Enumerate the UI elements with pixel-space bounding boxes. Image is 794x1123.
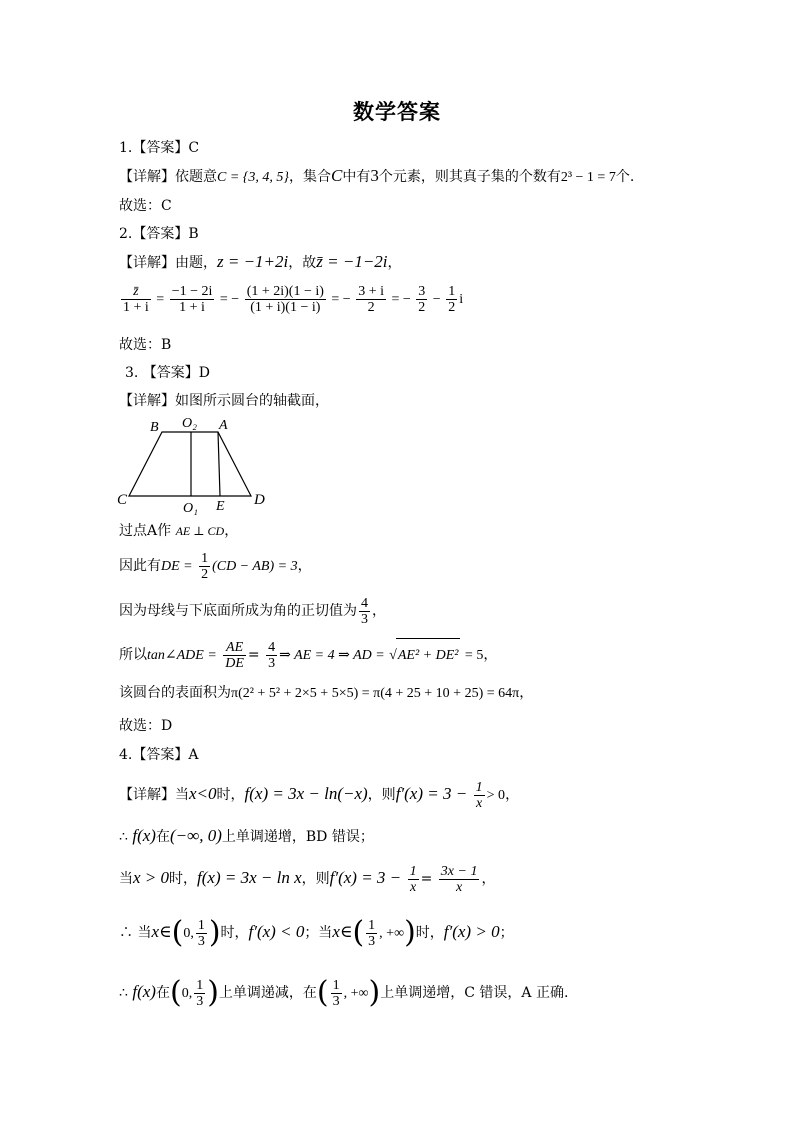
q3-l3-frac	[359, 596, 370, 627]
q4-l1-frac	[474, 780, 485, 811]
q4-l4-a: 0,	[183, 926, 194, 941]
q3-answer-heading: 3. 【答案】D	[125, 365, 211, 381]
q4-answer-heading: 4.【答案】A	[119, 747, 199, 763]
q2-frac-5	[416, 284, 427, 315]
q2-f5-den: 2	[418, 300, 426, 316]
q2-z-expr: z = −1+2i	[217, 252, 289, 271]
q4-line3	[119, 861, 495, 896]
q2-f5-num: 3	[418, 284, 426, 300]
q4-l3-n1: 1	[409, 863, 417, 879]
q1-answer-heading: 1.【答案】C	[119, 140, 200, 156]
q4-l4-n: 1	[197, 917, 205, 933]
q2-f2-den: 1 + i	[179, 300, 205, 316]
q4-l3-mid: 时，	[169, 871, 198, 887]
q4-l4-mid3: 时，	[415, 925, 444, 941]
q3-l4-tan: tan∠ADE =	[147, 648, 217, 663]
q4-l1-mid2: ，则	[367, 787, 396, 803]
q3-l4-frac2	[266, 640, 277, 671]
q2-f6-den: 2	[448, 300, 456, 316]
q3-l5-expr: π(2² + 5² + 2×5 + 5×5) = π(4 + 25 + 10 + 25) = 64π	[231, 686, 520, 701]
q4-line1	[119, 777, 519, 813]
q3-l4-frac1	[223, 640, 246, 671]
q4-l5-a: 0,	[181, 986, 193, 1001]
q2-frac-2	[170, 284, 215, 315]
q3-l4-rest: ⇒ AE = 4 ⇒ AD =	[279, 648, 385, 663]
q3-l1-expr: AE ⊥ CD	[175, 524, 225, 538]
q1-detail	[119, 166, 634, 188]
q2-detail	[119, 252, 402, 273]
q3-l5-tail: ，	[519, 685, 534, 701]
q4-l4-n2: 1	[368, 917, 376, 933]
q4-l3-frac2	[439, 864, 480, 895]
q3-l4-sqrt: AE² + DE²	[396, 638, 461, 673]
q2-f1-num: z̄	[121, 284, 151, 300]
page-title: 数学答案	[353, 100, 441, 124]
q3-line2	[119, 549, 312, 584]
label-o1: O₁	[183, 501, 198, 516]
q3-l2-tail: ，	[297, 558, 312, 574]
q4-l3-tail: ，	[481, 871, 496, 887]
q1-tail: 个.	[615, 169, 635, 185]
q4-l4-prefix: ∴ 当	[119, 925, 152, 941]
q3-l4-end: = 5	[464, 648, 484, 663]
label-a: A	[219, 418, 228, 433]
q1-mid1: ，集合	[288, 169, 331, 185]
q4-l3-cond: x > 0	[133, 868, 170, 887]
q4-l4-x: x∈	[151, 922, 172, 941]
q4-l1-fp: f′(x) = 3 −	[395, 784, 468, 803]
q3-l4-f1-num: AE	[223, 640, 246, 656]
q3-line5	[119, 683, 533, 704]
q1-count: 3	[370, 166, 379, 185]
q3-l4-f2-num: 4	[268, 639, 276, 655]
q3-choice: 故选：D	[119, 718, 173, 734]
q1-calc: 2³ − 1 = 7	[560, 170, 616, 185]
q4-l1-f: f(x) = 3x − ln(−x)	[244, 784, 368, 803]
q1-set-name: C	[330, 166, 343, 185]
q3-detail: 【详解】如图所示圆台的轴截面，	[119, 393, 329, 409]
q2-f4-den: 2	[367, 300, 375, 316]
q2-f6-num: 1	[448, 284, 456, 300]
q3-line4: 所以tan∠ADE = $\frac{AE}{DE}$ = $\frac{4}{3}$ ⇒ AE = 4 ⇒ AD = √AE² + DE² = 5，	[119, 638, 497, 673]
q3-l2-de: DE =	[161, 559, 193, 574]
q3-l4-eq: =	[247, 647, 260, 663]
q4-l3-eq: =	[420, 871, 433, 887]
q4-l4-fp2: f′(x) > 0	[443, 922, 500, 941]
q2-mid: ，故	[288, 255, 317, 271]
q4-l2-therefore: ∴	[119, 829, 128, 845]
q4-l3-f: f(x) = 3x − ln x	[197, 868, 302, 887]
q4-l4-x2: x∈	[332, 922, 353, 941]
q4-l3-frac1	[408, 864, 419, 895]
q4-l4-frac2	[366, 918, 377, 949]
trapezoid-abcd	[129, 432, 251, 496]
q2-zbar-expr: z̄ = −1−2i	[316, 252, 388, 271]
q4-l5-mid: 在	[155, 985, 170, 1001]
q1-mid3: 个元素，则其真子集的个数有	[378, 169, 561, 185]
q3-l3-tail: ，	[372, 603, 386, 619]
q3-l2-frac	[199, 551, 210, 582]
q4-l3-mid2: ，则	[301, 871, 330, 887]
q4-l2-mid: 在	[155, 829, 170, 845]
q1-choice: 故选：C	[119, 198, 172, 214]
q1-mid2: 中有	[342, 169, 371, 185]
q3-l2-den: 2	[201, 566, 209, 582]
q3-l2-rest: (CD − AB) = 3	[212, 559, 298, 574]
q2-frac-3	[245, 284, 326, 315]
label-b: B	[150, 420, 159, 435]
q4-l1-tail: ，	[505, 787, 520, 803]
q3-l5-prefix: 该圆台的表面积为	[119, 685, 231, 701]
q4-l4-d2: 3	[368, 933, 376, 949]
q3-l3-text: 因为母线与下底面所成为角的正切值为	[119, 603, 357, 619]
label-o2: O₂	[182, 416, 197, 431]
q4-l4-tail: ；	[499, 925, 514, 941]
q3-l4-f1-den: DE	[225, 655, 244, 671]
q2-frac-4	[356, 284, 386, 315]
q4-l5-frac2	[331, 978, 342, 1009]
q2-comma: ，	[387, 255, 402, 271]
q2-imag-unit: i	[459, 292, 464, 307]
q2-f3-den: (1 + i)(1 − i)	[250, 300, 321, 316]
q2-f2-num: −1 − 2i	[171, 284, 213, 300]
q3-l1-prefix: 过点A作	[119, 523, 172, 539]
q4-l5-b: , +∞	[343, 986, 369, 1001]
q4-line2	[119, 826, 374, 847]
q3-l3-num: 4	[361, 595, 368, 611]
q4-l3-d1: x	[410, 879, 417, 895]
q4-l2-tail: 上单调递增，BD 错误；	[221, 829, 374, 845]
q4-l5-n2: 1	[332, 977, 340, 993]
label-c: C	[117, 492, 128, 508]
q3-line3	[119, 594, 386, 628]
q4-l1-prefix: 【详解】当	[119, 787, 189, 803]
q4-l5-n: 1	[196, 977, 204, 993]
q3-l2-num: 1	[201, 550, 209, 566]
q4-l1-end: > 0	[486, 788, 506, 803]
q4-l5-tail: 上单调递增，C 错误，A 正确.	[380, 985, 569, 1001]
q4-l5-therefore: ∴	[119, 985, 128, 1001]
q4-l3-n2: 3x − 1	[440, 863, 478, 879]
q1-set-expr: C = {3, 4, 5}	[217, 170, 289, 185]
q4-l5-f: f(x)	[132, 982, 156, 1001]
q4-l1-cond: x<0	[189, 784, 217, 803]
q2-f1-den: 1 + i	[123, 300, 149, 316]
q2-answer-heading: 2.【答案】B	[119, 226, 199, 242]
q3-l3-den: 3	[361, 611, 368, 627]
q2-f3-num: (1 + 2i)(1 − i)	[246, 284, 324, 300]
q4-l5-mid2: 上单调递减，在	[218, 985, 317, 1001]
q4-l4-mid: 时，	[220, 925, 249, 941]
q4-l2-f: f(x)	[132, 826, 156, 845]
frustum-cross-section-diagram	[112, 412, 282, 516]
segment-ae	[218, 432, 220, 496]
q4-l1-den: x	[476, 795, 483, 811]
q3-l4-prefix: 所以	[119, 647, 147, 663]
q4-l1-mid: 时，	[216, 787, 245, 803]
q2-choice: 故选：B	[119, 337, 172, 353]
q4-l5-frac1	[194, 978, 205, 1009]
q4-l3-fp: f′(x) = 3 −	[329, 868, 402, 887]
q4-l5-d: 3	[196, 993, 204, 1009]
q2-detail-prefix: 【详解】由题，	[119, 255, 217, 271]
q4-l3-prefix: 当	[119, 871, 133, 887]
q4-l1-num: 1	[475, 779, 483, 795]
label-d: D	[254, 492, 265, 508]
label-e: E	[216, 499, 225, 514]
q2-frac-6	[446, 284, 457, 315]
q1-detail-prefix: 【详解】依题意	[119, 169, 217, 185]
q4-l2-interval: (−∞, 0)	[169, 826, 222, 845]
q4-l4-d: 3	[197, 933, 205, 949]
q3-l4-f2-den: 3	[268, 655, 276, 671]
q3-l1-tail: ，	[224, 523, 239, 539]
q4-l4-frac1	[196, 918, 207, 949]
q3-line1	[119, 521, 238, 541]
q3-l4-tail: ，	[483, 647, 498, 663]
q4-l3-d2: x	[456, 879, 463, 895]
q3-l2-prefix: 因此有	[119, 558, 161, 574]
q4-line4: ∴ 当x∈(0, $\frac{1}{3}$ )时，f′(x) < 0；当x∈( $\frac{1}{3}$ , +∞)时，f′(x) > 0；	[119, 915, 514, 950]
q4-l4-b: , +∞	[379, 926, 405, 941]
q2-calculation: $\frac{z̄}{1 + i}$ = $\frac{-1 - 2i}{1 + i}$ = − $\frac{(1 + 2i)(1 - i)}{(1 + i)(1 - i)}$ = − $\frac{3 + i}{2}$ = − $\frac{3}{2}$ − $\frac{1}{2}$ i	[123, 284, 464, 316]
q4-l4-mid2: ；当	[304, 925, 333, 941]
q4-l5-d2: 3	[332, 993, 340, 1009]
q2-frac-1	[121, 284, 151, 315]
q4-line5: ∴ f(x)在(0, $\frac{1}{3}$ )上单调递减，在( $\frac{1}{3}$ , +∞)上单调递增，C 错误，A 正确.	[119, 975, 569, 1010]
q4-l4-fp1: f′(x) < 0	[248, 922, 305, 941]
q2-f4-num: 3 + i	[358, 284, 384, 300]
